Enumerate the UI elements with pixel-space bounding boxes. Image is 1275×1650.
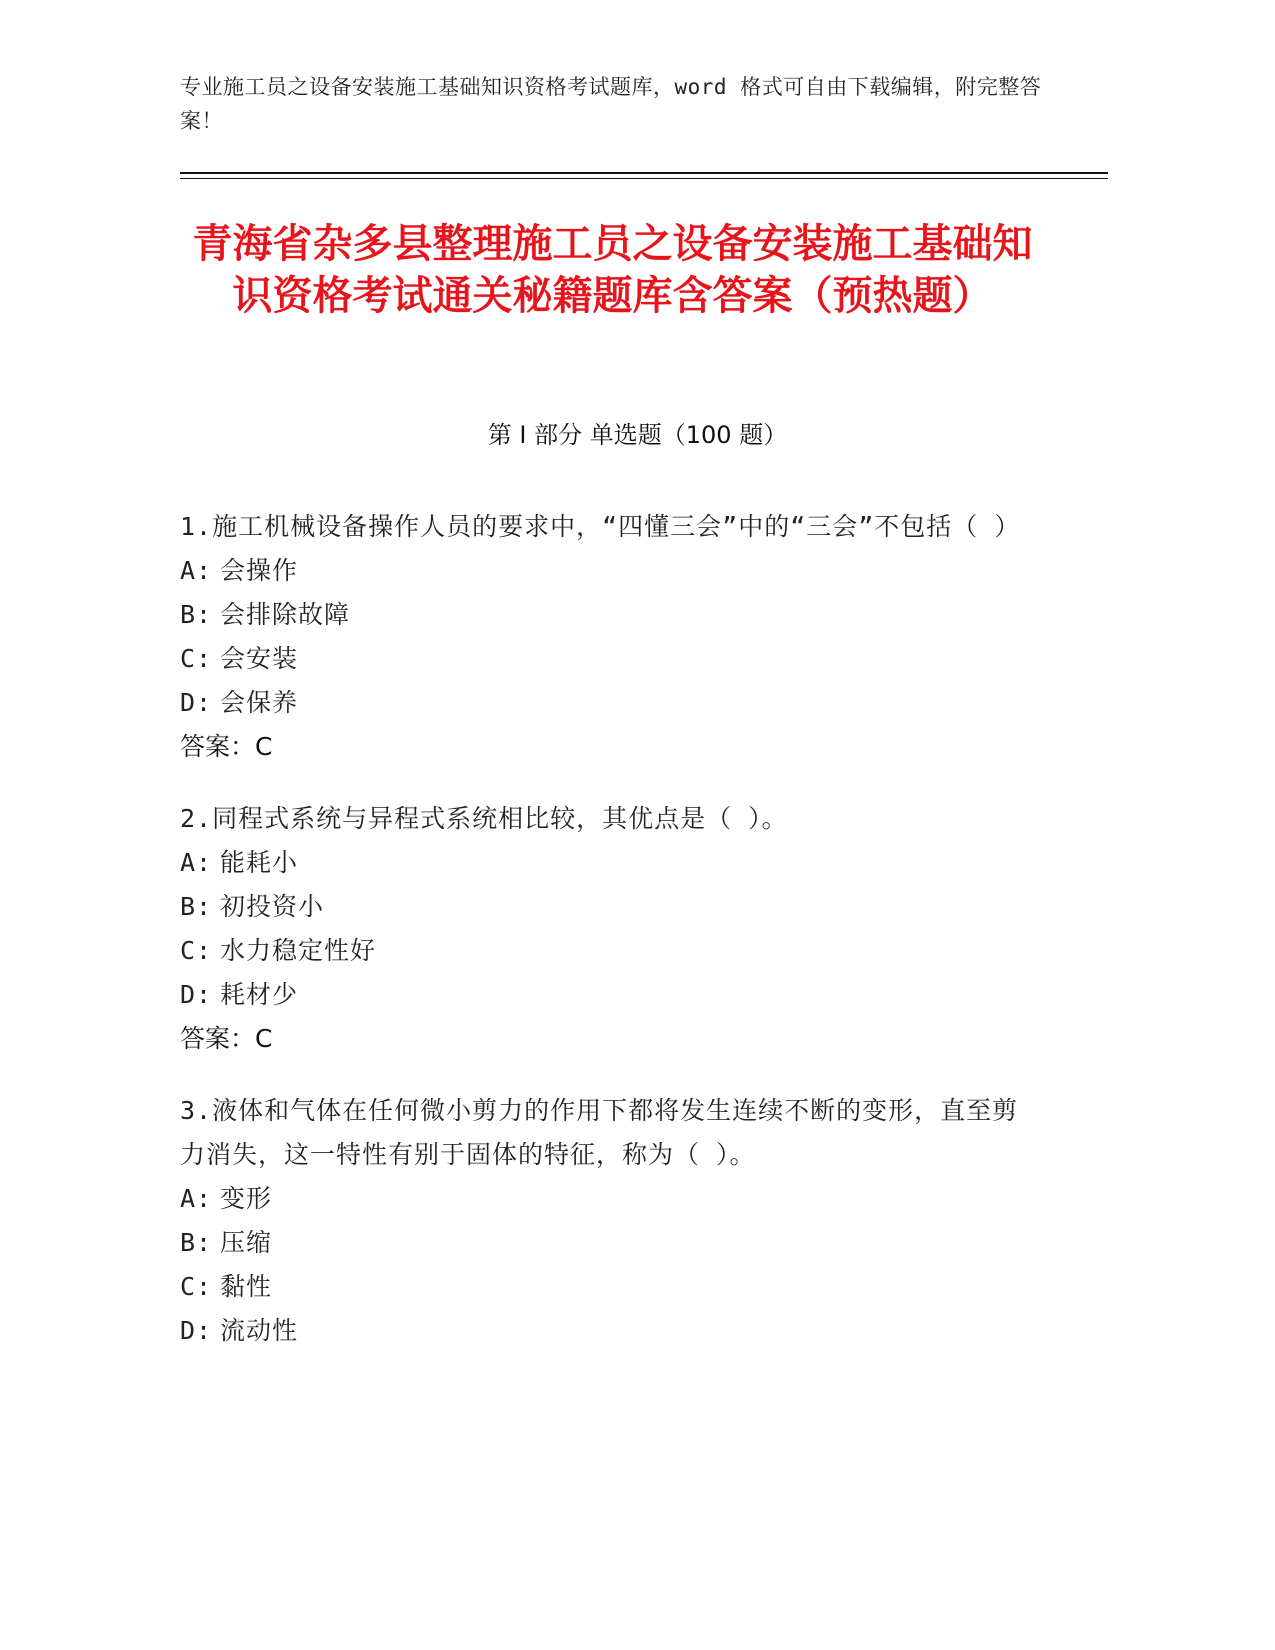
option-letter: A: xyxy=(180,1184,213,1213)
option-d xyxy=(180,973,1020,1017)
question-1 xyxy=(180,505,1020,769)
option-text: 黏性 xyxy=(220,1272,273,1301)
option-a xyxy=(180,1177,1020,1221)
option-letter: B: xyxy=(180,600,213,629)
question-list xyxy=(180,505,1020,1381)
question-stem: 1.施工机械设备操作人员的要求中，“四懂三会”中的“三会”不包括（ ） xyxy=(180,512,1021,541)
option-d xyxy=(180,1309,1020,1353)
header-divider-thin xyxy=(180,178,1108,179)
option-letter: D: xyxy=(180,980,213,1009)
option-c xyxy=(180,637,1020,681)
option-b xyxy=(180,885,1020,929)
question-2 xyxy=(180,797,1020,1061)
option-letter: C: xyxy=(180,644,213,673)
option-c xyxy=(180,929,1020,973)
option-text: 会操作 xyxy=(220,556,299,585)
option-a xyxy=(180,841,1020,885)
option-letter: B: xyxy=(180,892,213,921)
option-letter: A: xyxy=(180,848,213,877)
option-text: 水力稳定性好 xyxy=(220,936,377,965)
option-letter: B: xyxy=(180,1228,213,1257)
option-letter: D: xyxy=(180,1316,213,1345)
document-title: 青海省杂多县整理施工员之设备安装施工基础知识资格考试通关秘籍题库含答案（预热题） xyxy=(192,221,1033,319)
option-text: 会排除故障 xyxy=(220,600,351,629)
option-text: 会安装 xyxy=(220,644,299,673)
question-stem: 2.同程式系统与异程式系统相比较，其优点是（ ）。 xyxy=(180,804,788,833)
answer-line: 答案：C xyxy=(180,732,273,761)
option-letter: D: xyxy=(180,688,213,717)
option-text: 耗材少 xyxy=(220,980,299,1009)
option-d xyxy=(180,681,1020,725)
option-letter: C: xyxy=(180,936,213,965)
option-b xyxy=(180,1221,1020,1265)
option-a xyxy=(180,549,1020,593)
option-text: 能耗小 xyxy=(220,848,299,877)
option-text: 会保养 xyxy=(220,688,299,717)
header-divider-thick xyxy=(180,172,1108,174)
option-c xyxy=(180,1265,1020,1309)
option-letter: C: xyxy=(180,1272,213,1301)
option-letter: A: xyxy=(180,556,213,585)
question-3 xyxy=(180,1089,1020,1353)
option-b xyxy=(180,593,1020,637)
question-stem: 3.液体和气体在任何微小剪力的作用下都将发生连续不断的变形，直至剪力消失，这一特性有别于固体的特征，称为（ ）。 xyxy=(180,1096,1019,1169)
option-text: 初投资小 xyxy=(220,892,325,921)
section-heading: 第 I 部分 单选题（100 题） xyxy=(487,421,788,449)
option-text: 流动性 xyxy=(220,1316,299,1345)
header-note: 专业施工员之设备安装施工基础知识资格考试题库，word 格式可自由下载编辑，附完整答案！ xyxy=(180,75,1042,133)
option-text: 压缩 xyxy=(220,1228,273,1257)
option-text: 变形 xyxy=(220,1184,273,1213)
answer-line: 答案：C xyxy=(180,1024,273,1053)
